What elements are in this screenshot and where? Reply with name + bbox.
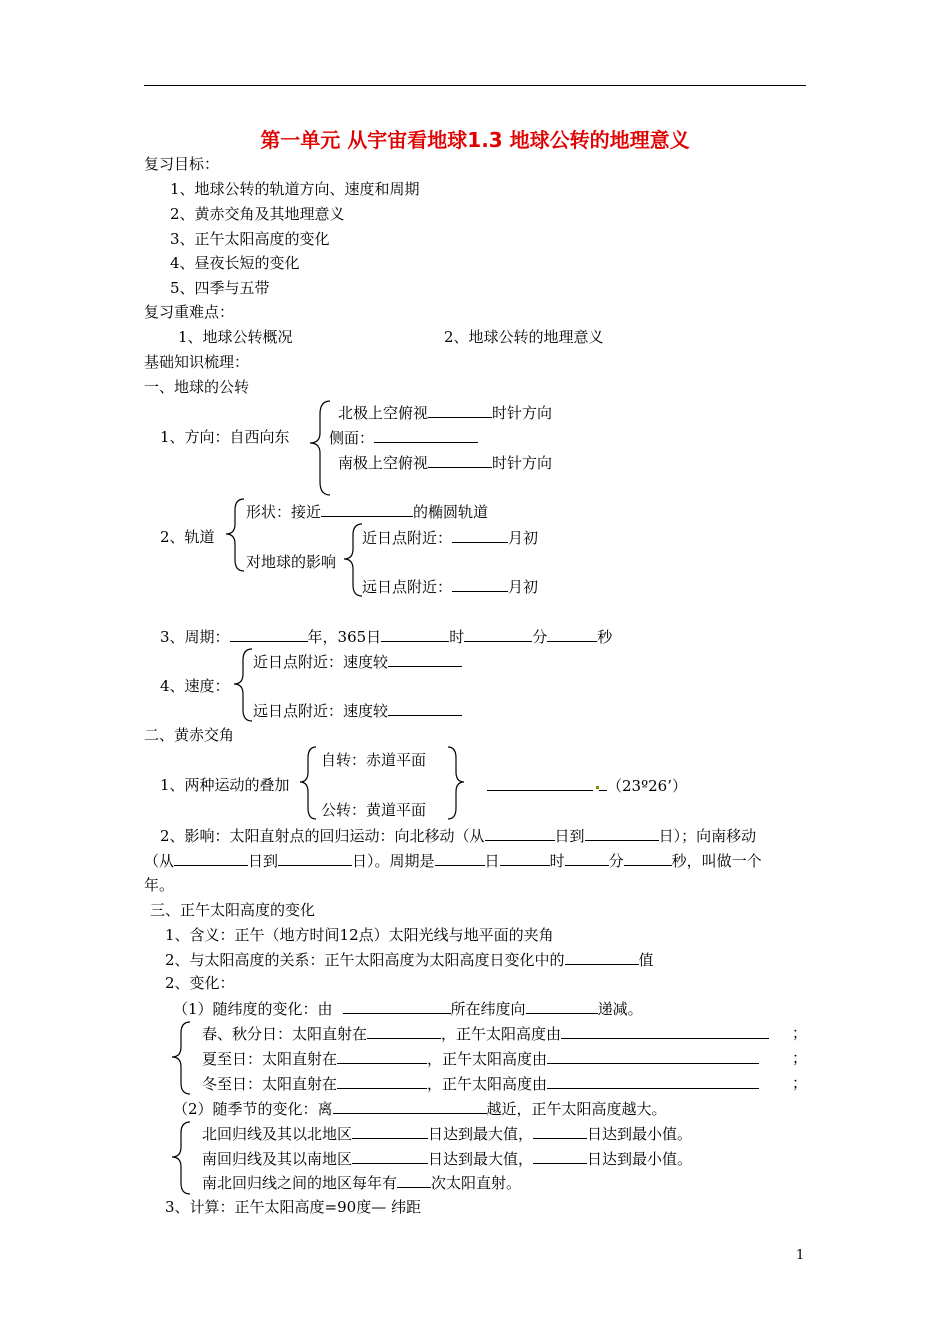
rotation-plane: 自转：赤道平面 xyxy=(321,751,427,769)
goals-heading: 复习目标： xyxy=(144,155,220,173)
overlay-label: 1、两种运动的叠加 xyxy=(160,776,290,794)
page-title: 第一单元 从宇宙看地球1.3 地球公转的地理意义 xyxy=(260,128,690,152)
latitude-line: （1）随纬度的变化：由 所在纬度向 递减。 xyxy=(173,1000,643,1018)
blank[interactable] xyxy=(174,851,248,866)
key-item: 1、地球公转概况 xyxy=(178,328,293,346)
blank[interactable] xyxy=(561,1024,769,1039)
blank[interactable] xyxy=(337,1049,427,1064)
direction-north: 北极上空俯视 时针方向 xyxy=(338,404,553,422)
basics-heading: 基础知识梳理： xyxy=(144,353,250,371)
blank[interactable] xyxy=(464,627,532,642)
page-number: 1 xyxy=(796,1248,805,1263)
semicolon: ； xyxy=(792,1074,808,1092)
speed-near: 近日点附近：速度较 xyxy=(253,652,462,671)
north-line: 北回归线及其以北地区 日达到最大值， 日达到最小值。 xyxy=(202,1125,693,1143)
tropic-line: 南北回归线之间的地区每年有 次太阳直射。 xyxy=(202,1174,522,1192)
blank[interactable] xyxy=(352,1124,428,1139)
blank[interactable] xyxy=(367,1024,441,1039)
blank[interactable] xyxy=(388,701,462,716)
relation-line: 2、与太阳高度的关系：正午太阳高度为太阳高度日变化中的 值 xyxy=(165,951,654,969)
brace xyxy=(170,1121,192,1195)
blank[interactable] xyxy=(397,1173,431,1188)
blank[interactable] xyxy=(343,999,451,1014)
calc-line: 3、计算：正午太阳高度=90度— 纬距 xyxy=(165,1198,421,1216)
blank[interactable] xyxy=(585,826,659,841)
period-line: 3、周期： 年，365日 时 分 秒 xyxy=(160,628,613,646)
goal-item: 3、正午太阳高度的变化 xyxy=(170,230,330,248)
perihelion: 近日点附近： 月初 xyxy=(362,529,539,547)
brace xyxy=(302,400,332,496)
blank[interactable] xyxy=(452,528,508,543)
blank[interactable] xyxy=(533,1149,587,1164)
effect-line: 年。 xyxy=(144,876,175,894)
blank[interactable] xyxy=(599,776,607,791)
blank[interactable] xyxy=(485,826,555,841)
blank[interactable] xyxy=(435,851,485,866)
blank[interactable] xyxy=(278,851,352,866)
winter-line: 冬至日：太阳直射在 ，正午太阳高度由 xyxy=(202,1074,759,1093)
section-heading: 一、地球的公转 xyxy=(144,378,250,396)
angle-line: （23º26’） xyxy=(487,776,687,795)
blank[interactable] xyxy=(487,776,593,791)
blank[interactable] xyxy=(381,627,449,642)
blank[interactable] xyxy=(565,851,609,866)
blank[interactable] xyxy=(533,1124,587,1139)
semicolon: ； xyxy=(792,1049,808,1067)
brace xyxy=(228,648,254,722)
section-heading: 三、正午太阳高度的变化 xyxy=(150,901,316,919)
speed-far: 远日点附近：速度较 xyxy=(253,701,462,720)
blank[interactable] xyxy=(230,627,308,642)
direction-south: 南极上空俯视 时针方向 xyxy=(338,454,553,472)
revolution-plane: 公转：黄道平面 xyxy=(321,801,427,819)
blank[interactable] xyxy=(547,1049,759,1064)
change-line: 2、变化： xyxy=(165,974,235,992)
blank[interactable] xyxy=(624,851,672,866)
blank[interactable] xyxy=(374,428,478,443)
orbit-label: 2、轨道 xyxy=(160,528,215,546)
goal-item: 2、黄赤交角及其地理意义 xyxy=(170,205,345,223)
effect-line: （从 日到 日）。周期是 日 时 分 秒，叫做一个 xyxy=(144,852,762,870)
blank[interactable] xyxy=(352,1149,428,1164)
semicolon: ； xyxy=(792,1024,808,1042)
blank[interactable] xyxy=(565,950,639,965)
season-line: （2）随季节的变化：离 越近，正午太阳高度越大。 xyxy=(173,1100,667,1118)
blank[interactable] xyxy=(337,1074,427,1089)
summer-line: 夏至日：太阳直射在 ，正午太阳高度由 xyxy=(202,1049,759,1068)
orbit-effect: 对地球的影响 xyxy=(246,553,337,571)
equinox-line: 春、秋分日：太阳直射在 ，正午太阳高度由 xyxy=(202,1024,769,1043)
blank[interactable] xyxy=(428,403,492,418)
section-heading: 二、黄赤交角 xyxy=(144,726,235,744)
brace xyxy=(446,746,466,820)
blank[interactable] xyxy=(333,1099,487,1114)
brace xyxy=(298,746,318,820)
direction-side: 侧面： xyxy=(329,428,478,447)
header-rule xyxy=(144,85,806,86)
blank[interactable] xyxy=(547,1074,759,1089)
meaning-line: 1、含义：正午（地方时间12点）太阳光线与地平面的夹角 xyxy=(165,926,554,944)
direction-label: 1、方向：自西向东 xyxy=(160,428,290,446)
goal-item: 5、四季与五带 xyxy=(170,279,270,297)
goal-item: 1、地球公转的轨道方向、速度和周期 xyxy=(170,180,420,198)
brace xyxy=(170,1021,192,1095)
blank[interactable] xyxy=(547,627,597,642)
blank[interactable] xyxy=(526,999,598,1014)
south-line: 南回归线及其以南地区 日达到最大值， 日达到最小值。 xyxy=(202,1150,693,1168)
key-heading: 复习重难点： xyxy=(144,303,235,321)
aphelion: 远日点附近： 月初 xyxy=(362,578,539,596)
speed-label: 4、速度： xyxy=(160,677,230,695)
effect-line: 2、影响：太阳直射点的回归运动：向北移动（从 日到 日）；向南移动 xyxy=(160,827,757,845)
blank[interactable] xyxy=(452,577,508,592)
brace xyxy=(338,523,364,597)
orbit-shape: 形状：接近 的椭圆轨道 xyxy=(246,503,489,521)
brace xyxy=(220,498,246,572)
blank[interactable] xyxy=(388,652,462,667)
blank[interactable] xyxy=(500,851,550,866)
key-item: 2、地球公转的地理意义 xyxy=(444,328,604,346)
blank[interactable] xyxy=(321,502,413,517)
blank[interactable] xyxy=(428,453,492,468)
goal-item: 4、昼夜长短的变化 xyxy=(170,254,300,272)
